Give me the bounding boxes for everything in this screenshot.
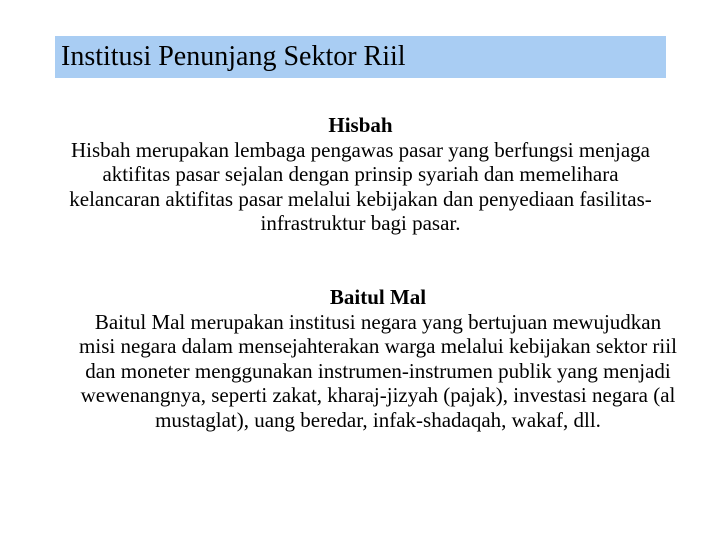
section-heading-hisbah: Hisbah — [328, 113, 393, 137]
slide-title-bar — [55, 36, 666, 78]
section-baitul-mal — [78, 285, 678, 432]
section-body-baitul-mal: Baitul Mal merupakan institusi negara yang bertujuan mewujudkan misi negara dalam mensejahterakan warga melalui kebijakan sektor riil dan moneter menggunakan instrumen-instrumen publik yang menjadi wewenangnya, seperti zakat, kharaj-jizyah (pajak), investasi negara (al mustaglat), uang beredar, infak-shadaqah, wakaf, dll. — [79, 309, 677, 432]
section-heading-baitul-mal: Baitul Mal — [329, 285, 427, 309]
section-hisbah — [55, 113, 666, 236]
slide-title: Institusi Penunjang Sektor Riil — [61, 41, 406, 72]
section-body-hisbah: Hisbah merupakan lembaga pengawas pasar yang berfungsi menjaga aktifitas pasar sejalan dengan prinsip syariah dan memelihara kelancaran aktifitas pasar melalui kebijakan dan penyediaan fasilitas-infrastruktur bagi pasar. — [69, 137, 652, 235]
